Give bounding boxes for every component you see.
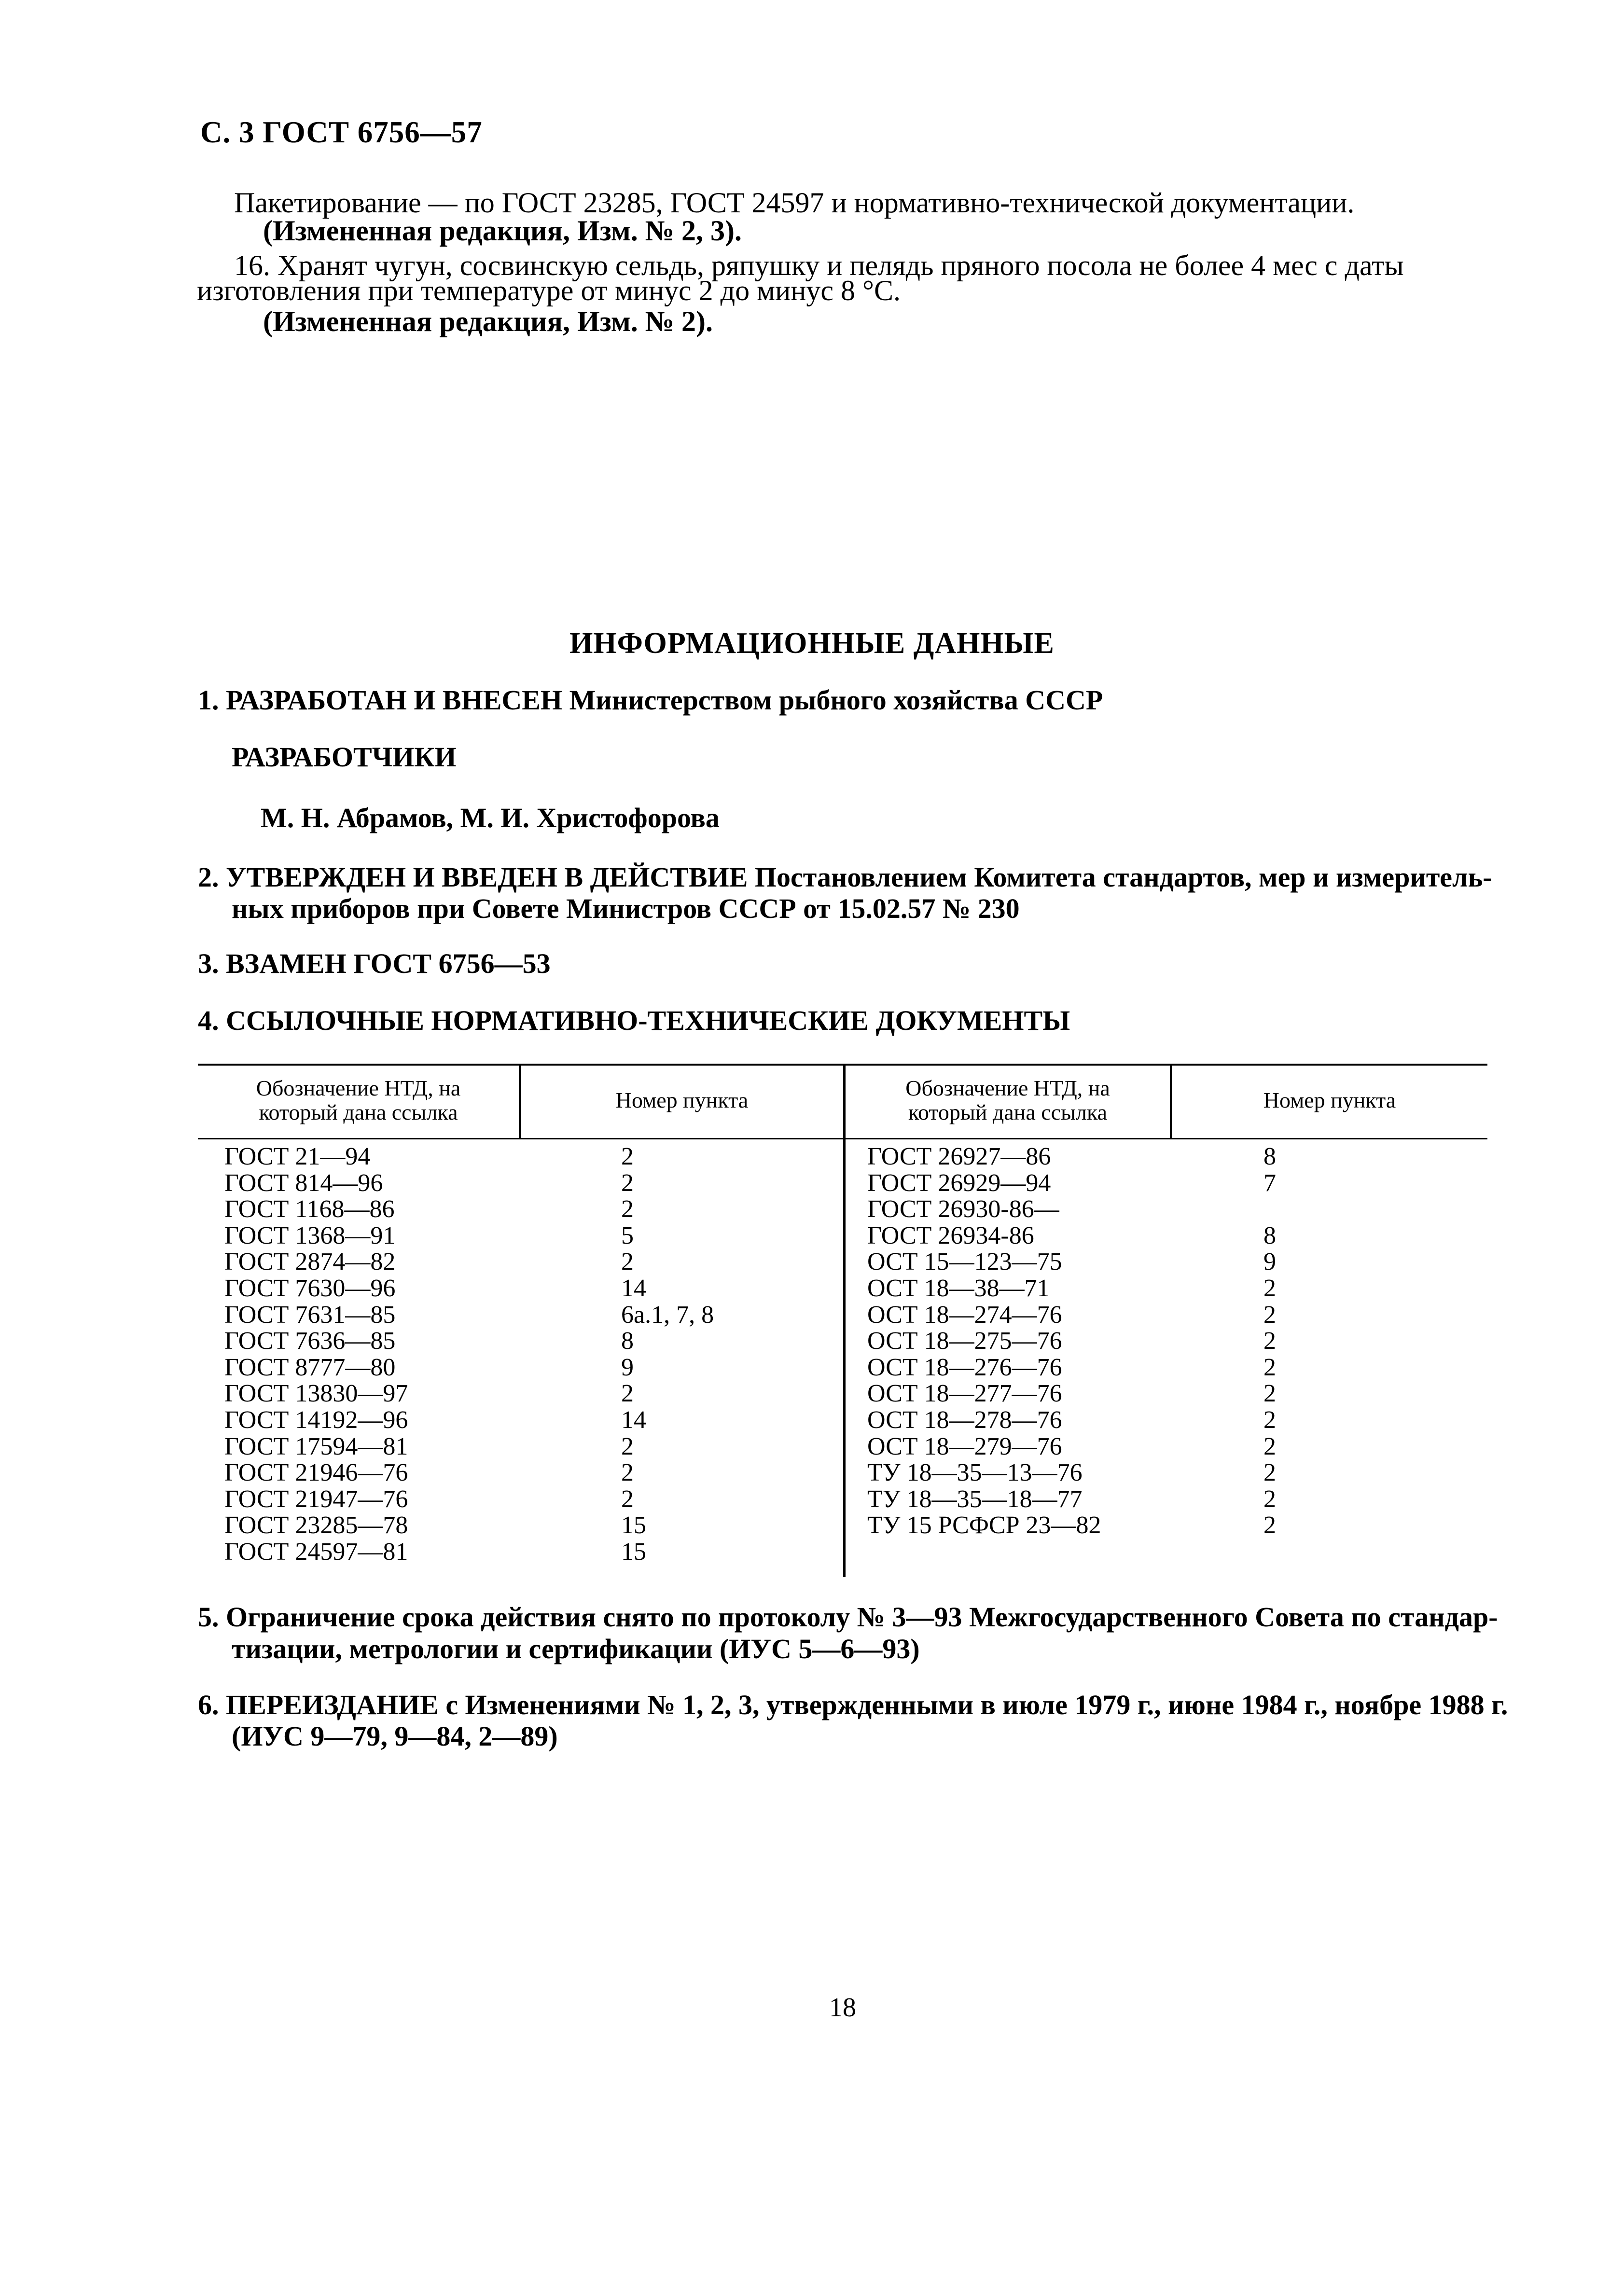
table-cell: 15	[621, 1538, 646, 1566]
table-cell: ГОСТ 26929—94	[867, 1169, 1051, 1197]
amendment-note-2: (Измененная редакция, Изм. № 2).	[263, 305, 713, 337]
table-cell: 5	[621, 1221, 634, 1249]
header-doc-left-line-1: Обозначение НТД, на	[256, 1076, 461, 1100]
table-cell: 15	[621, 1511, 646, 1539]
page-number: 18	[829, 1993, 856, 2023]
amendment-note-1: (Измененная редакция, Изм. № 2, 3).	[263, 215, 742, 247]
table-cell: ОСТ 18—277—76	[867, 1380, 1062, 1408]
page-header: С. 3 ГОСТ 6756—57	[200, 115, 483, 149]
table-cell: 2	[1263, 1327, 1276, 1355]
table-cell: 2	[1263, 1511, 1276, 1539]
table-cell: ГОСТ 814—96	[224, 1169, 383, 1197]
section-5-line-1: 5. Ограничение срока действия снято по протоколу № 3—93 Межгосударственного Совета по стандар-	[198, 1601, 1498, 1633]
table-cell: 2	[621, 1143, 634, 1170]
table-cell: ОСТ 18—279—76	[867, 1432, 1062, 1460]
table-cell: ГОСТ 2874—82	[224, 1248, 396, 1276]
section-3: 3. ВЗАМЕН ГОСТ 6756—53	[198, 948, 551, 979]
table-cell: ГОСТ 26927—86	[867, 1143, 1051, 1170]
table-cell: ГОСТ 8777—80	[224, 1353, 396, 1381]
table-cell: 2	[1263, 1459, 1276, 1487]
table-cell: ОСТ 15—123—75	[867, 1248, 1062, 1276]
section-2-line-2: ных приборов при Совете Министров СССР от 15.02.57 № 230	[232, 893, 1020, 924]
developers-label: РАЗРАБОТЧИКИ	[232, 741, 457, 773]
packing-paragraph: Пакетирование — по ГОСТ 23285, ГОСТ 24597 и нормативно-технической документации.	[234, 187, 1355, 219]
table-divider-middle	[843, 1064, 846, 1577]
section-2-text-1: Постановлением Комитета стандартов, мер и измеритель-	[754, 861, 1492, 893]
section-1-lead: 1. РАЗРАБОТАН И ВНЕСЕН	[198, 684, 563, 716]
section-2-lead: 2. УТВЕРЖДЕН И ВВЕДЕН В ДЕЙСТВИЕ	[198, 861, 748, 893]
table-cell: 2	[621, 1459, 634, 1487]
header-doc-right-line-1: Обозначение НТД, на	[905, 1076, 1110, 1100]
table-cell: 8	[1263, 1221, 1276, 1249]
table-cell: ТУ 15 РСФСР 23—82	[867, 1511, 1101, 1539]
table-cell: 2	[621, 1195, 634, 1223]
table-cell: ГОСТ 1168—86	[224, 1195, 395, 1223]
table-cell: 14	[621, 1406, 646, 1434]
right-items-column	[1263, 1144, 1276, 1539]
section-6-line-1	[198, 1689, 1508, 1721]
table-cell: ГОСТ 7630—96	[224, 1274, 396, 1302]
table-cell	[1263, 1196, 1276, 1223]
header-doc-left	[198, 1076, 519, 1124]
table-cell: ТУ 18—35—18—77	[867, 1485, 1083, 1513]
table-cell: 9	[621, 1353, 634, 1381]
left-docs-column	[224, 1144, 408, 1566]
table-header-rule	[198, 1138, 1487, 1139]
table-cell: 2	[621, 1432, 634, 1460]
clause-16-line-2: изготовления при температуре от минус 2 до минус 8 °С.	[197, 275, 901, 306]
table-cell: 8	[621, 1327, 634, 1355]
table-cell: 2	[1263, 1380, 1276, 1408]
table-cell: 14	[621, 1274, 646, 1302]
section-6-text-1: с Изменениями № 1, 2, 3, утвержденными в июле 1979 г., июне 1984 г., ноябре 1988 г.	[445, 1689, 1508, 1720]
table-cell: ОСТ 18—278—76	[867, 1406, 1062, 1434]
table-cell: 2	[1263, 1353, 1276, 1381]
table-cell: 2	[621, 1248, 634, 1276]
table-cell: 8	[1263, 1143, 1276, 1170]
table-cell: ОСТ 18—38—71	[867, 1274, 1050, 1302]
section-5-line-2: тизации, метрологии и сертификации (ИУС 5—6—93)	[232, 1633, 920, 1664]
section-1-text: Министерством рыбного хозяйства СССР	[569, 684, 1103, 716]
table-cell: ГОСТ 21947—76	[224, 1485, 408, 1513]
section-6-lead: 6. ПЕРЕИЗДАНИЕ	[198, 1689, 439, 1720]
left-items-column	[621, 1144, 714, 1566]
table-cell: 2	[621, 1169, 634, 1197]
table-cell: 7	[1263, 1169, 1276, 1197]
table-cell: 2	[621, 1380, 634, 1408]
table-cell: 2	[1263, 1432, 1276, 1460]
header-doc-right	[846, 1076, 1170, 1124]
table-cell: ГОСТ 26934-86	[867, 1221, 1034, 1249]
table-cell: ОСТ 18—276—76	[867, 1353, 1062, 1381]
header-doc-right-line-2: который дана ссылка	[908, 1100, 1108, 1124]
table-cell: 9	[1263, 1248, 1276, 1276]
right-docs-column	[867, 1144, 1101, 1539]
table-cell: ГОСТ 13830—97	[224, 1380, 408, 1408]
table-cell: 2	[1263, 1485, 1276, 1513]
table-cell: ГОСТ 21—94	[224, 1143, 371, 1170]
table-cell: ГОСТ 24597—81	[224, 1538, 408, 1566]
table-cell: ГОСТ 21946—76	[224, 1459, 408, 1487]
table-cell: ГОСТ 7636—85	[224, 1327, 396, 1355]
table-cell: ГОСТ 23285—78	[224, 1511, 408, 1539]
table-cell: ОСТ 18—275—76	[867, 1327, 1062, 1355]
header-item-right: Номер пункта	[1263, 1088, 1396, 1112]
table-cell: 2	[1263, 1274, 1276, 1302]
table-cell: ГОСТ 17594—81	[224, 1432, 408, 1460]
table-cell: ГОСТ 14192—96	[224, 1406, 408, 1434]
table-cell: ТУ 18—35—13—76	[867, 1459, 1083, 1487]
header-doc-left-line-2: который дана ссылка	[259, 1100, 458, 1124]
info-title: ИНФОРМАЦИОННЫЕ ДАННЫЕ	[569, 627, 1055, 660]
table-cell: ГОСТ 26930-86—	[867, 1195, 1059, 1223]
table-cell: 6а.1, 7, 8	[621, 1301, 714, 1329]
developers-names: М. Н. Абрамов, М. И. Христофорова	[261, 802, 720, 833]
section-6-line-2: (ИУС 9—79, 9—84, 2—89)	[232, 1720, 558, 1752]
header-item-left: Номер пункта	[615, 1088, 749, 1112]
table-top-rule	[198, 1064, 1487, 1066]
clause-16-line-1: 16. Хранят чугун, сосвинскую сельдь, ряпушку и пелядь пряного посола не более 4 мес с даты	[234, 250, 1404, 281]
table-cell: ОСТ 18—274—76	[867, 1301, 1062, 1329]
table-cell: 2	[1263, 1406, 1276, 1434]
section-4: 4. ССЫЛОЧНЫЕ НОРМАТИВНО-ТЕХНИЧЕСКИЕ ДОКУМЕНТЫ	[198, 1005, 1070, 1036]
table-cell: ГОСТ 7631—85	[224, 1301, 396, 1329]
table-cell: 2	[1263, 1301, 1276, 1329]
section-2-line-1	[198, 861, 1492, 893]
table-cell: ГОСТ 1368—91	[224, 1221, 396, 1249]
section-1	[198, 684, 1103, 716]
table-cell: 2	[621, 1485, 634, 1513]
